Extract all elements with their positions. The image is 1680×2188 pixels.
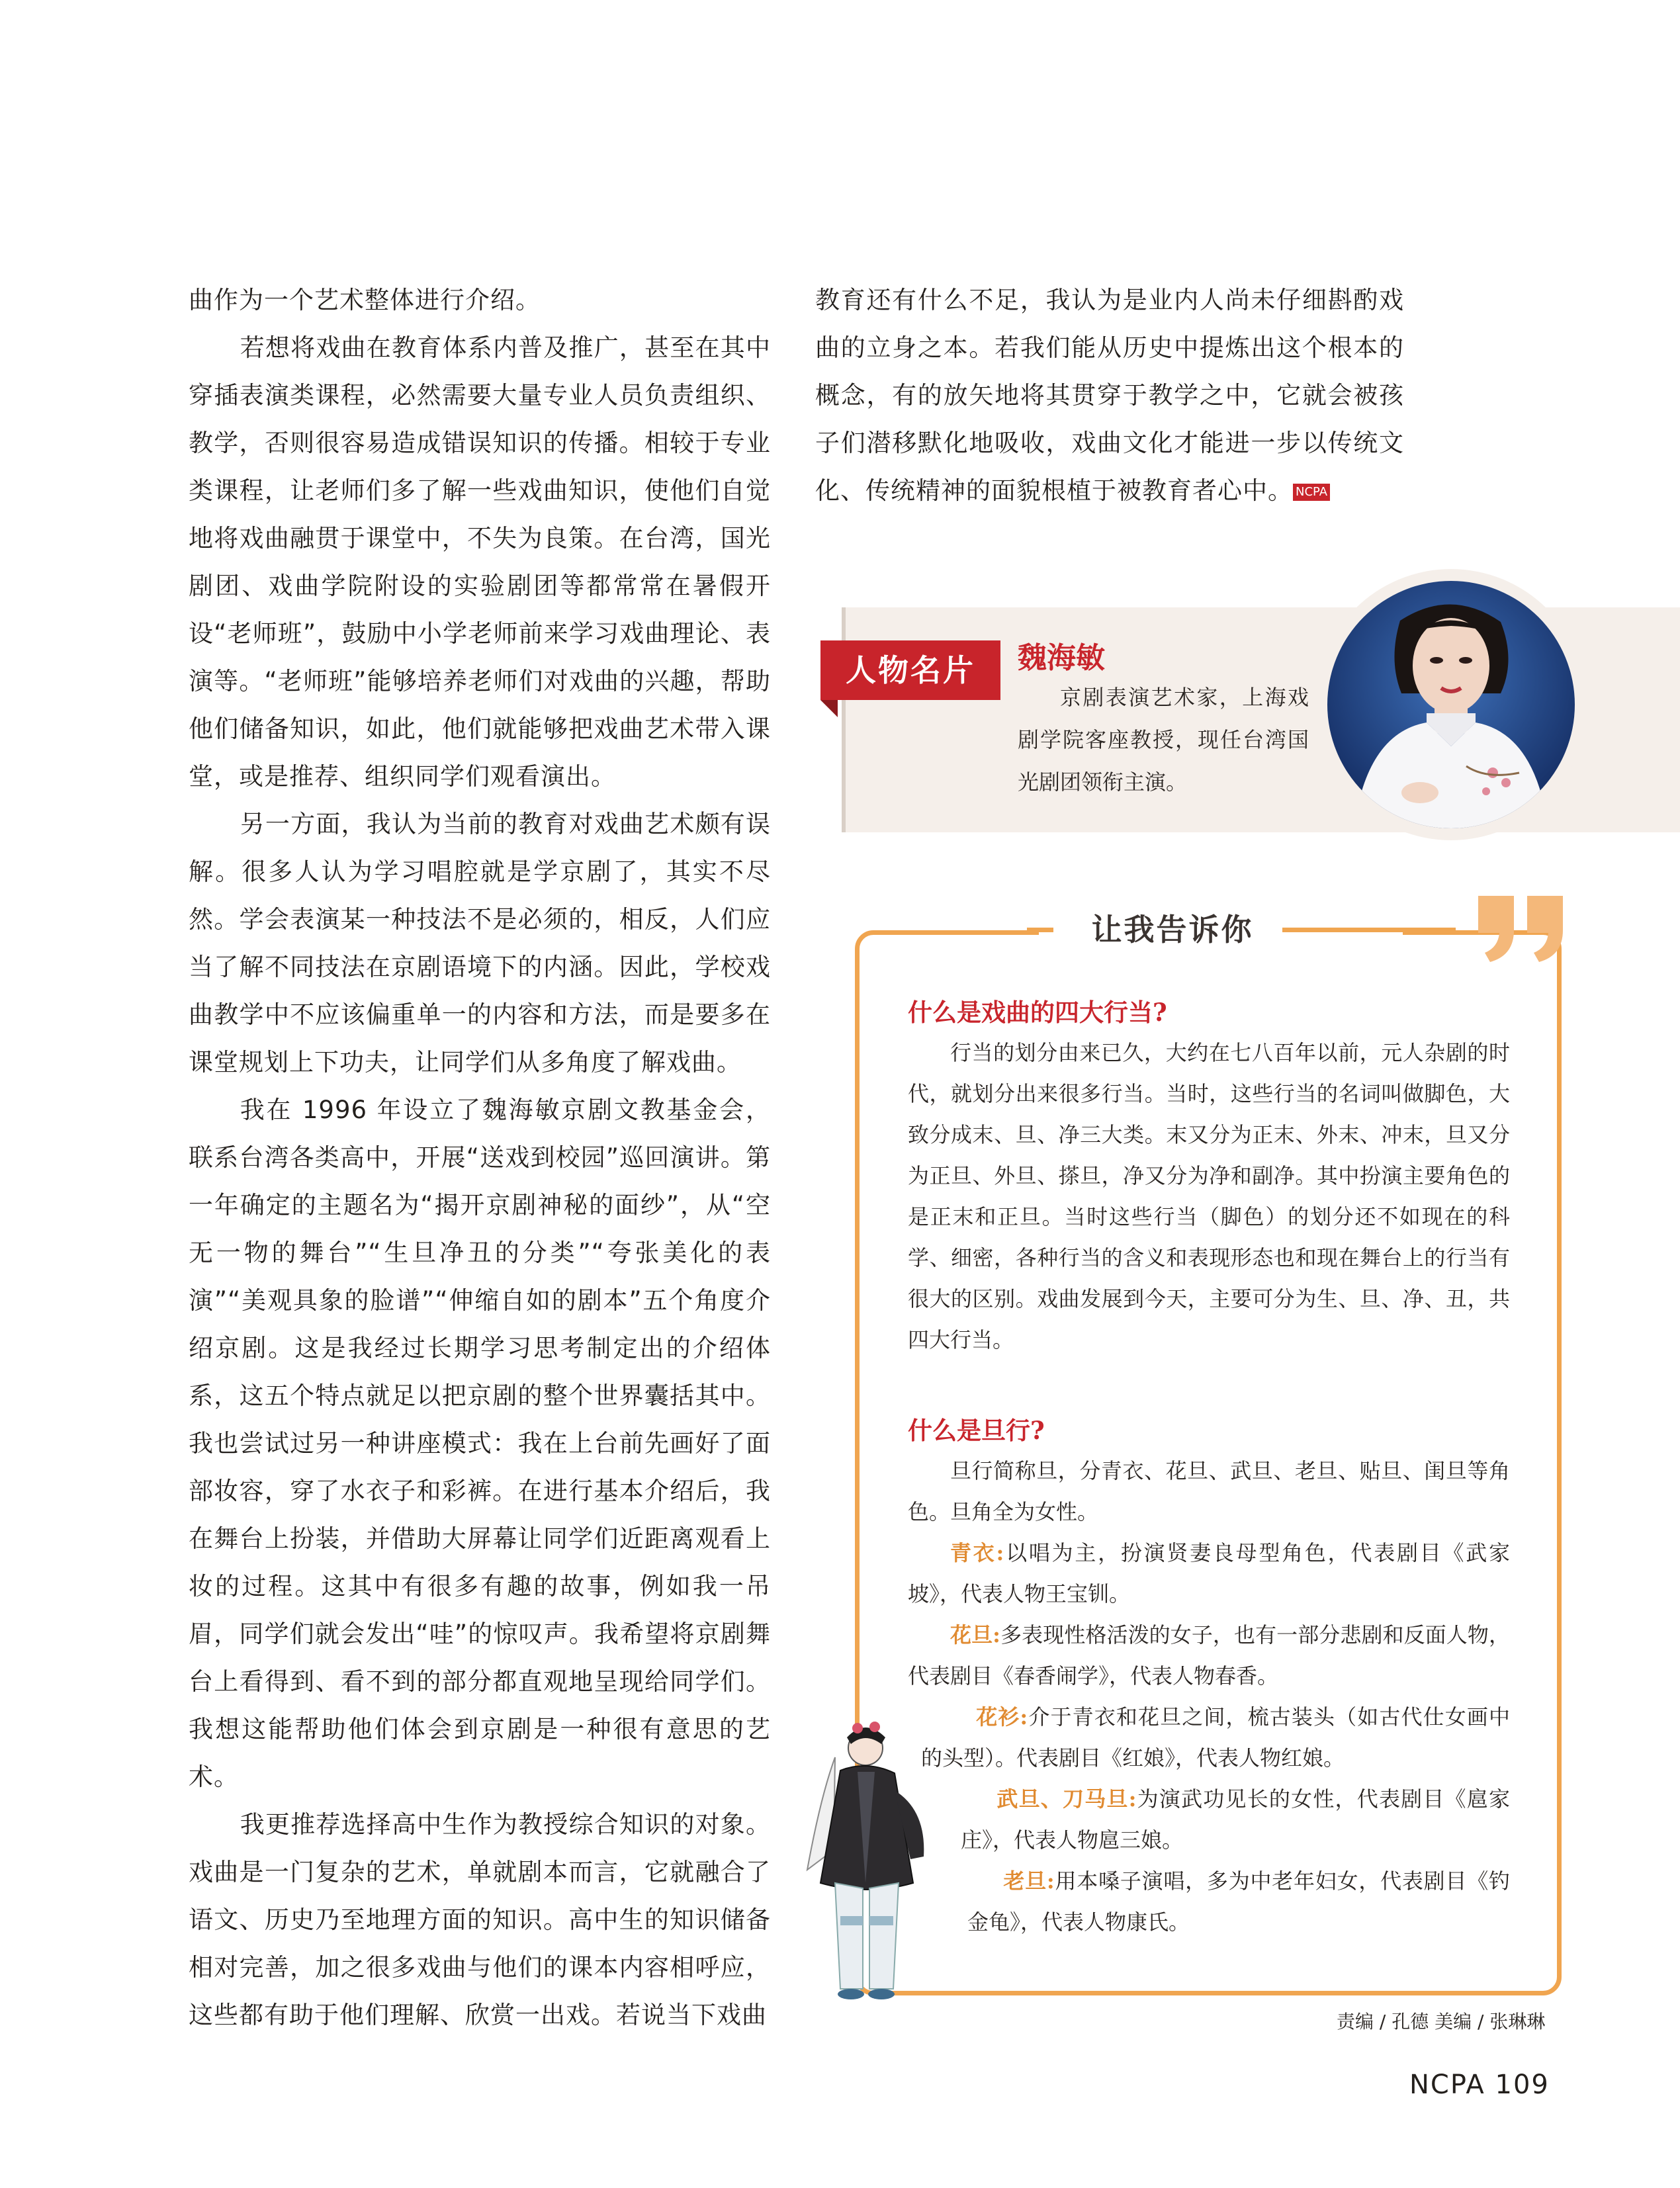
info-answer-1: 行当的划分由来已久，大约在七八百年以前，元人杂剧的时代，就划分出来很多行当。当时，这些行当的名词叫做脚色，大致分成末、旦、净三大类。末又分为正末、外末、冲末，旦又分为正旦、外旦、搽旦，净又分为净和副净。其中扮演主要角色的是正末和正旦。当时这些行当（脚色）的划分还不如现在的科学、细密，各种行当的含义和表现形态也和现在舞台上的行当有很大的区别。戏曲发展到今天，主要可分为生、旦、净、丑，共四大行当。 (908, 1040, 1510, 1352)
role-name: 花衫: (976, 1704, 1028, 1729)
portrait-photo (1315, 569, 1587, 840)
role-name: 老旦: (1003, 1868, 1055, 1894)
role-text: 介于青衣和花旦之间，梳古装头（如古代仕女画中的头型）。代表剧目《红娘》，代表人物红娘。 (921, 1704, 1510, 1771)
role-entry (961, 1778, 1510, 1860)
profile-tag: 人物名片 (820, 640, 1000, 700)
profile-name: 魏海敏 (1018, 641, 1105, 675)
info-title-line-left (1027, 928, 1053, 932)
paragraph: 曲作为一个艺术整体进行介绍。 (189, 286, 541, 314)
role-name: 武旦、刀马旦: (996, 1786, 1137, 1812)
quote-mark-icon (1476, 892, 1568, 965)
info-question-2: 什么是旦行? (908, 1416, 1045, 1445)
role-text: 用本嗓子演唱，多为中老年妇女，代表剧目《钓金龟》，代表人物康氏。 (967, 1868, 1510, 1935)
role-text: 多表现性格活泼的女子，也有一部分悲剧和反面人物，代表剧目《春香闹学》，代表人物春香。 (908, 1622, 1510, 1688)
role-text: 为演武功见长的女性，代表剧目《扈家庄》，代表人物扈三娘。 (961, 1786, 1510, 1853)
role-entry (967, 1860, 1510, 1943)
page-number: NCPA 109 (1409, 2070, 1550, 2100)
paragraph-text: 教育还有什么不足，我认为是业内人尚未仔细斟酌戏曲的立身之本。若我们能从历史中提炼出这个根本的概念，有的放矢地将其贯穿于教学之中，它就会被孩子们潜移默化地吸收，戏曲文化才能进一步以传统文化、传统精神的面貌根植于被教育者心中。 (815, 286, 1404, 505)
role-name: 青衣: (950, 1540, 1004, 1565)
portrait-image (1327, 581, 1575, 828)
role-entry (908, 1614, 1510, 1696)
paragraph (815, 277, 1404, 515)
info-title-line-right (1282, 928, 1456, 932)
credits: 责编 / 孔德 美编 / 张琳琳 (1337, 2011, 1546, 2033)
profile-description: 京剧表演艺术家，上海戏剧学院客座教授，现任台湾国光剧团领衔主演。 (1018, 685, 1309, 795)
article-left-column (189, 277, 771, 2039)
role-text: 以唱为主，扮演贤妻良母型角色，代表剧目《武家坡》，代表人物王宝钏。 (908, 1540, 1510, 1606)
info-box-title: 让我告诉你 (1091, 912, 1254, 947)
info-answer-2: 旦行简称旦，分青衣、花旦、武旦、老旦、贴旦、闺旦等角色。旦角全为女性。 (908, 1458, 1510, 1524)
role-entry (921, 1696, 1510, 1778)
paragraph: 另一方面，我认为当前的教育对戏曲艺术颇有误解。很多人认为学习唱腔就是学京剧了，其实不尽然。学会表演某一种技法不是必须的，相反，人们应当了解不同技法在京剧语境下的内涵。因此，学校戏曲教学中不应该偏重单一的内容和方法，而是要多在课堂规划上下功夫，让同学们从多角度了解戏曲。 (189, 810, 771, 1076)
role-entry (908, 1532, 1510, 1614)
paragraph: 若想将戏曲在教育体系内普及推广，甚至在其中穿插表演类课程，必然需要大量专业人员负责组织、教学，否则很容易造成错误知识的传播。相较于专业类课程，让老师们多了解一些戏曲知识，使他们自觉地将戏曲融贯于课堂中，不失为良策。在台湾，国光剧团、戏曲学院附设的实验剧团等都常常在暑假开设“老师班”，鼓励中小学老师前来学习戏曲理论、表演等。“老师班”能够培养老师们对戏曲的兴趣，帮助他们储备知识，如此，他们就能够把戏曲艺术带入课堂，或是推荐、组织同学们观看演出。 (189, 333, 771, 791)
end-mark: NCPA (1293, 484, 1330, 501)
paragraph: 我在 1996 年设立了魏海敏京剧文教基金会，联系台湾各类高中，开展“送戏到校园”巡回演讲。第一年确定的主题名为“揭开京剧神秘的面纱”，从“空无一物的舞台”“生旦净丑的分类”“夸张美化的表演”“美观具象的脸谱”“伸缩自如的剧本”五个角度介绍京剧。这是我经过长期学习思考制定出的介绍体系，这五个特点就足以把京剧的整个世界囊括其中。我也尝试过另一种讲座模式：我在上台前先画好了面部妆容，穿了水衣子和彩裤。在进行基本介绍后，我在舞台上扮装，并借助大屏幕让同学们近距离观看上妆的过程。这其中有很多有趣的故事，例如我一吊眉，同学们就会发出“哇”的惊叹声。我希望将京剧舞台上看得到、看不到的部分都直观地呈现给同学们。我想这能帮助他们体会到京剧是一种很有意思的艺术。 (189, 1096, 771, 1791)
paragraph: 我更推荐选择高中生作为教授综合知识的对象。戏曲是一门复杂的艺术，单就剧本而言，它就融合了语文、历史乃至地理方面的知识。高中生的知识储备相对完善，加之很多戏曲与他们的课本内容相呼应，这些都有助于他们理解、欣赏一出戏。若说当下戏曲 (189, 1810, 771, 2029)
article-right-column (815, 277, 1404, 515)
info-question-1: 什么是戏曲的四大行当? (908, 998, 1167, 1027)
opera-figure-illustration (794, 1718, 946, 2002)
role-name: 花旦: (950, 1622, 1000, 1647)
profile-tag-fold (820, 700, 838, 717)
